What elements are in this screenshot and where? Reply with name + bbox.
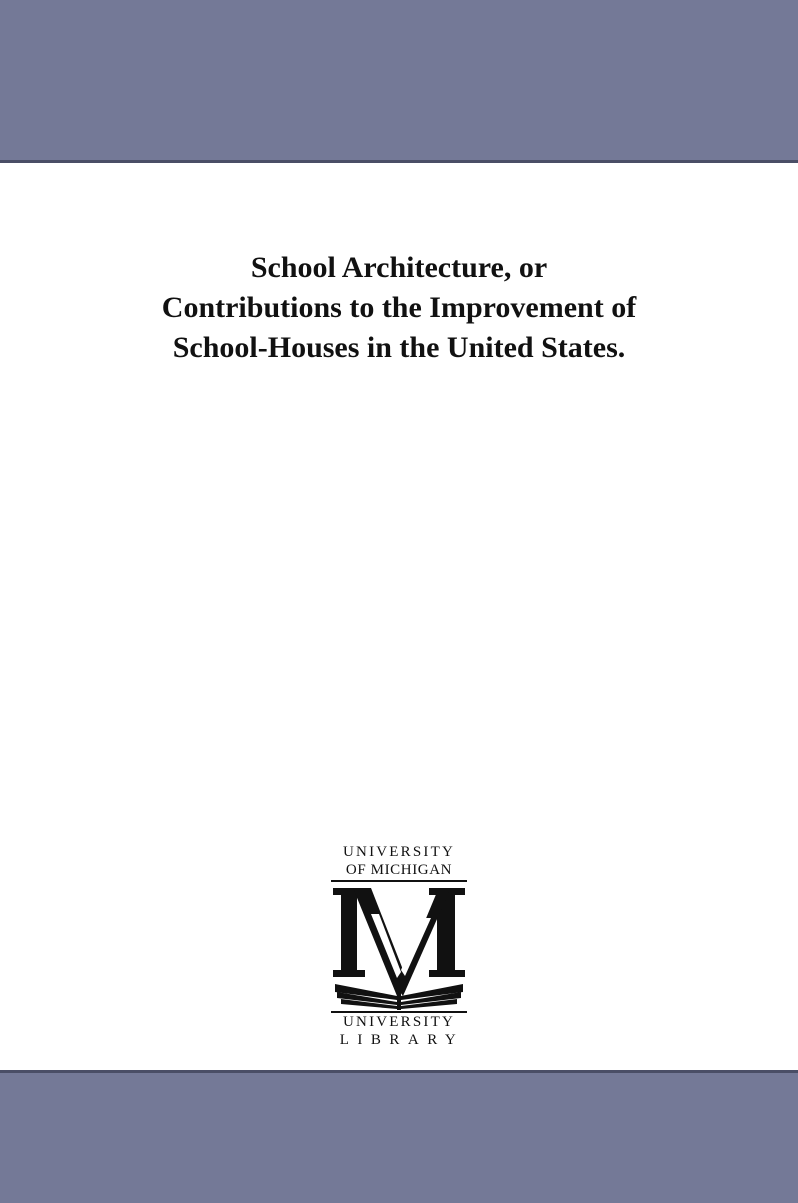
logo-text-of-michigan: OF MICHIGAN [345,862,453,878]
book-title-line-3: School-Houses in the United States. [172,331,626,364]
logo-rule-bottom [331,1011,467,1013]
logo-text-university-bottom: UNIVERSITY [343,1014,455,1030]
book-title-line-2: Contributions to the Improvement of [161,291,637,324]
logo-rule-top [331,880,467,882]
title-page [0,163,798,1070]
bottom-cover-band [0,1070,798,1203]
logo-text-university-top: UNIVERSITY [343,844,455,860]
top-cover-band [0,0,798,163]
book-title-line-1: School Architecture, or [250,251,548,284]
m-book-emblem-icon [331,884,467,1012]
logo-text-library: LIBRARY [339,1032,465,1048]
book-title [0,248,798,368]
university-of-michigan-library-logo [331,844,467,1058]
